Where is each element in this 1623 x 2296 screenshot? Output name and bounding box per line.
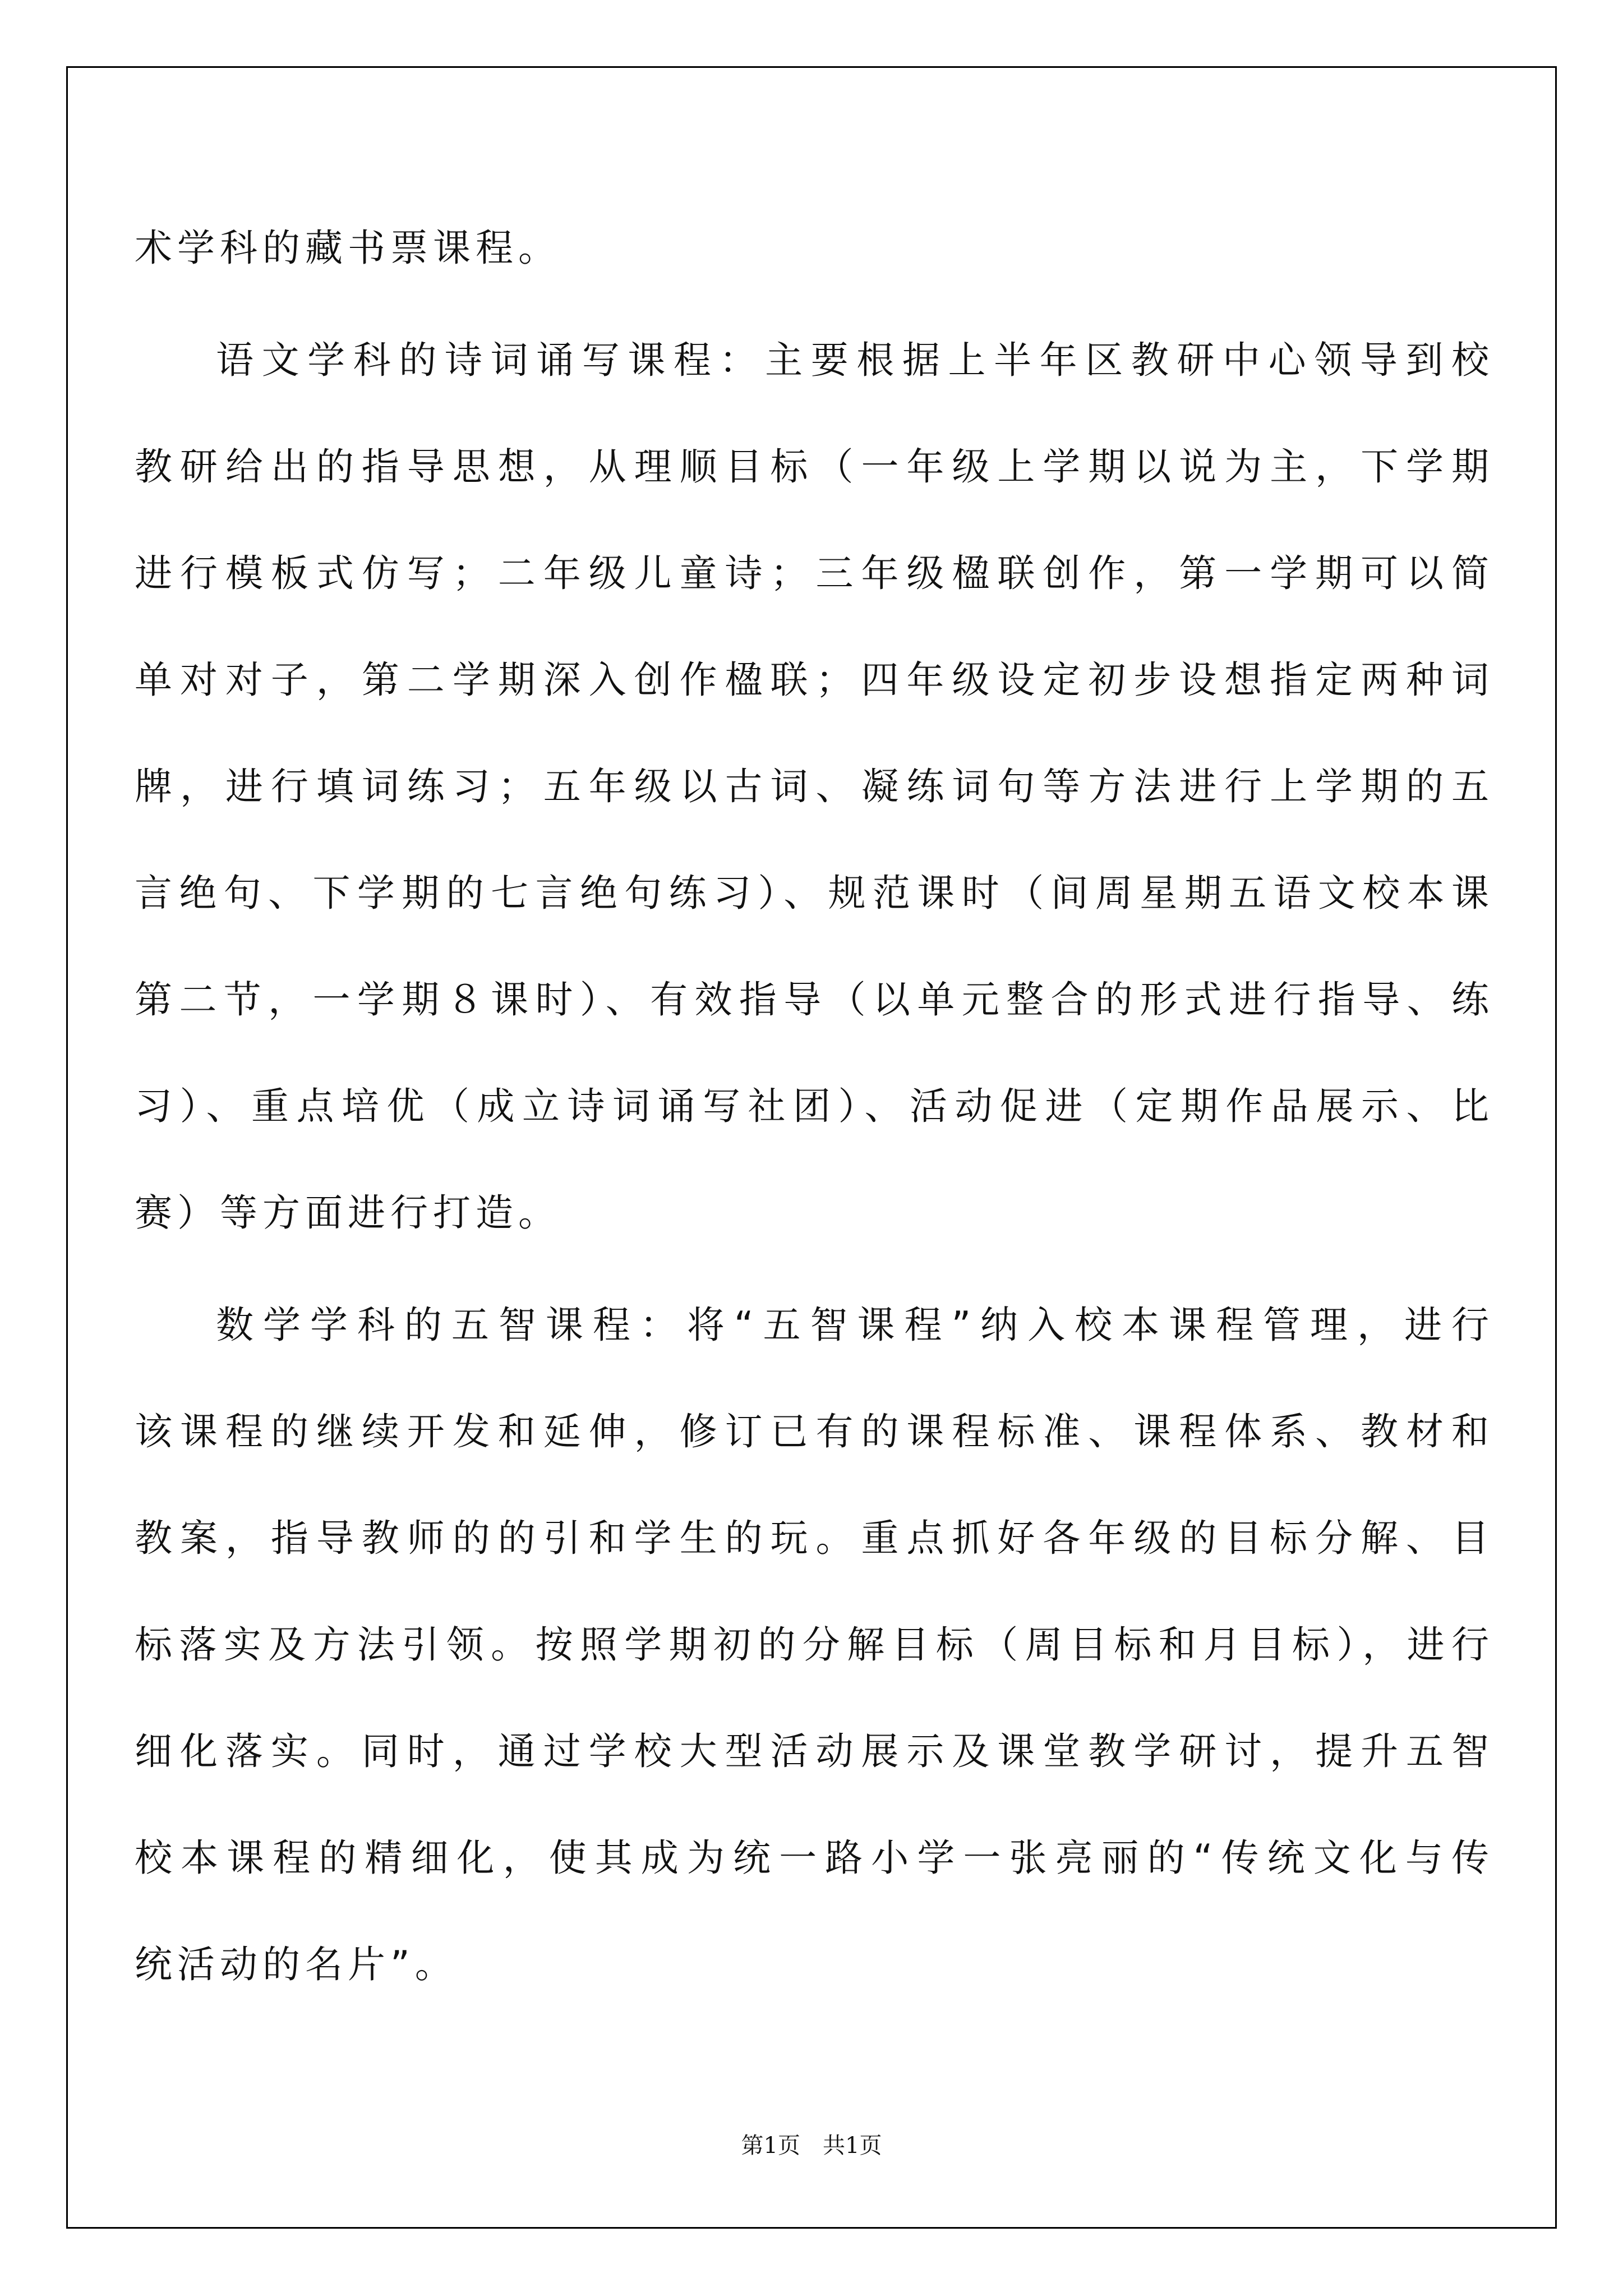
text-line: 言绝句、下学期的七言绝句练习）、规范课时（间周星期五语文校本课: [135, 871, 1489, 915]
text-line: 细化落实。同时，通过学校大型活动展示及课堂教学研讨，提升五智: [135, 1729, 1489, 1773]
paragraph-first-line: 语文学科的诗词诵写课程：主要根据上半年区教研中心领导到校: [216, 338, 1489, 382]
text-line: 统活动的名片”。: [135, 1943, 458, 1986]
text-line: 教研给出的指导思想，从理顺目标（一年级上学期以说为主，下学期: [135, 445, 1489, 489]
text-line: 标落实及方法引领。按照学期初的分解目标（周目标和月目标），进行: [135, 1623, 1489, 1667]
page-number-footer: 第1页 共1页: [741, 2133, 882, 2159]
text-line: 教案，指导教师的的引和学生的玩。重点抓好各年级的目标分解、目: [135, 1516, 1489, 1560]
text-line: 术学科的藏书票课程。: [135, 226, 561, 270]
text-line: 习）、重点培优（成立诗词诵写社团）、活动促进（定期作品展示、比: [135, 1084, 1489, 1128]
text-line: 第二节，一学期８课时）、有效指导（以单元整合的形式进行指导、练: [135, 978, 1489, 1022]
paragraph-first-line: 数学学科的五智课程：将“五智课程”纳入校本课程管理，进行: [216, 1303, 1489, 1347]
text-line: 进行模板式仿写；二年级儿童诗；三年级楹联创作，第一学期可以简: [135, 551, 1489, 595]
text-line: 该课程的继续开发和延伸，修订已有的课程标准、课程体系、教材和: [135, 1410, 1489, 1453]
text-line: 赛）等方面进行打造。: [135, 1191, 561, 1235]
text-line: 单对对子，第二学期深入创作楹联；四年级设定初步设想指定两种词: [135, 658, 1489, 702]
text-line: 牌，进行填词练习；五年级以古词、凝练词句等方法进行上学期的五: [135, 765, 1489, 808]
text-line: 校本课程的精细化，使其成为统一路小学一张亮丽的“传统文化与传: [135, 1836, 1489, 1880]
